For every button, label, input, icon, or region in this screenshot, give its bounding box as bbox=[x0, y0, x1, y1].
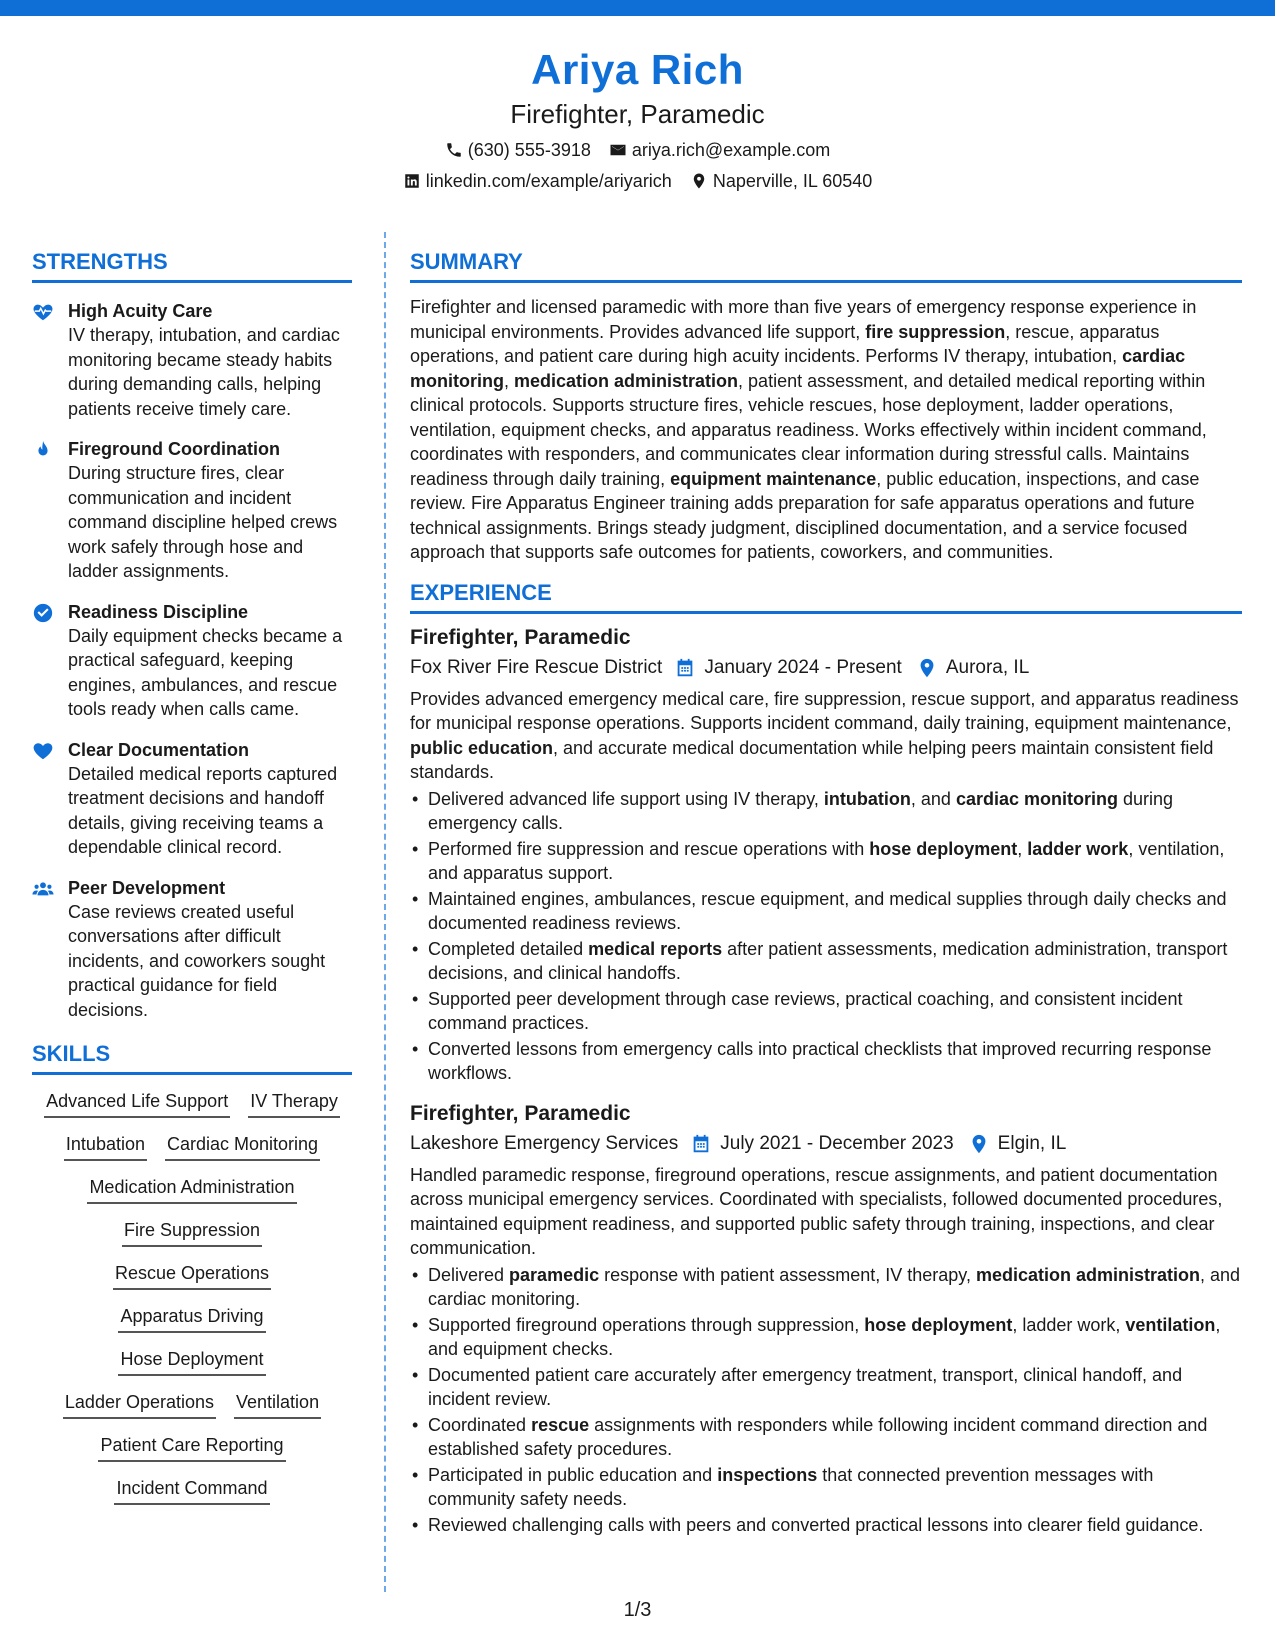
text-run: Handled paramedic response, fireground operations, rescue assignments, and patient documentation across municipal emergency services. Coordinated with specialists, followed documented procedures, maintained equipment readiness, and supported public safety through training, inspections, and clear communication. bbox=[410, 1164, 1223, 1258]
map-pin-icon bbox=[690, 172, 708, 190]
job-bullets bbox=[410, 1263, 1242, 1538]
text-run: , bbox=[1017, 838, 1028, 859]
skills-list bbox=[32, 1089, 352, 1505]
job-bullet bbox=[410, 1463, 1242, 1512]
job-bullet bbox=[410, 837, 1242, 886]
emphasis-text: paramedic bbox=[509, 1264, 600, 1285]
phone-icon bbox=[445, 141, 463, 159]
left-column bbox=[32, 248, 352, 1505]
text-run: Maintained engines, ambulances, rescue equipment, and medical supplies through daily checks and documented readiness reviews. bbox=[428, 888, 1227, 933]
text-run: , and cardiac monitoring. bbox=[428, 1264, 1241, 1309]
email-text: ariya.rich@example.com bbox=[631, 140, 831, 160]
skill-row bbox=[44, 1089, 340, 1118]
emphasis-text: public education bbox=[410, 737, 554, 758]
text-run: during emergency calls. bbox=[428, 788, 1174, 833]
text-run: , and bbox=[910, 788, 956, 809]
job-dates: July 2021 - December 2023 bbox=[720, 1132, 954, 1154]
emphasis-text: medication administration bbox=[514, 370, 739, 391]
job-company: Lakeshore Emergency Services bbox=[410, 1132, 679, 1154]
emphasis-text: intubation bbox=[823, 788, 911, 809]
job-bullet bbox=[410, 787, 1242, 836]
text-run: Converted lessons from emergency calls into practical checklists that improved recurring response workflows. bbox=[428, 1038, 1212, 1083]
heart-icon bbox=[32, 740, 54, 762]
resume-header bbox=[0, 44, 1275, 193]
skill-tag: Intubation bbox=[64, 1132, 147, 1161]
job-meta bbox=[410, 1131, 1242, 1157]
email-contact[interactable] bbox=[609, 138, 830, 162]
text-run: Performed fire suppression and rescue operations with bbox=[428, 838, 870, 859]
job-bullet bbox=[410, 937, 1242, 986]
location-text: Naperville, IL 60540 bbox=[712, 171, 873, 191]
contact-row-1 bbox=[0, 138, 1275, 162]
envelope-icon bbox=[609, 141, 627, 159]
text-run: , rescue, apparatus operations, and patient care during high acuity incidents. Performs IV therapy, intubation, bbox=[410, 321, 1160, 366]
text-run: , patient assessment, and detailed medical reporting within clinical protocols. Supports structure fires, vehicle rescues, hose deployment, ladder operations, ventilation, equipment checks, and apparatus readiness. Works effectively within incident command, coordinates with responders, and communicates clear information during stressful calls. Maintains readiness through daily training, bbox=[410, 370, 1207, 489]
text-run: Provides advanced emergency medical care, fire suppression, rescue support, and apparatus readiness for municipal response operations. Supports incident command, daily training, equipment maintenance, bbox=[410, 688, 1239, 733]
experience-heading: EXPERIENCE bbox=[410, 579, 1242, 614]
strength-desc: Case reviews created useful conversations after difficult incidents, and coworkers sought practical guidance for field decisions. bbox=[68, 901, 326, 1020]
skill-tag: Cardiac Monitoring bbox=[165, 1132, 320, 1161]
summary-text bbox=[410, 295, 1242, 565]
text-run: assignments with responders while following incident command direction and established safety procedures. bbox=[428, 1414, 1208, 1459]
emphasis-text: ladder work bbox=[1027, 838, 1129, 859]
skills-heading: SKILLS bbox=[32, 1040, 352, 1075]
job-dates: January 2024 - Present bbox=[704, 656, 902, 678]
skill-tag: IV Therapy bbox=[248, 1089, 340, 1118]
skill-tag: Hose Deployment bbox=[118, 1347, 265, 1376]
text-run: Supported peer development through case reviews, practical coaching, and consistent incident command practices. bbox=[428, 988, 1183, 1033]
text-run: , ventilation, and apparatus support. bbox=[428, 838, 1225, 883]
strength-desc: During structure fires, clear communication and incident command discipline helped crews work safely through hose and ladder assignments. bbox=[68, 463, 338, 581]
emphasis-text: medication administration bbox=[975, 1264, 1200, 1285]
linkedin-text: linkedin.com/example/ariyarich bbox=[425, 171, 672, 191]
job-title: Firefighter, Paramedic bbox=[410, 625, 631, 649]
text-run: Reviewed challenging calls with peers and converted practical lessons into clearer field guidance. bbox=[428, 1514, 1204, 1535]
job-bullet bbox=[410, 1363, 1242, 1412]
phone-contact[interactable] bbox=[445, 138, 591, 162]
skill-row bbox=[63, 1390, 321, 1419]
text-run: Delivered advanced life support using IV therapy, bbox=[428, 788, 824, 809]
emphasis-text: rescue bbox=[531, 1414, 590, 1435]
contact-row-2 bbox=[0, 169, 1275, 193]
emphasis-text: hose deployment bbox=[864, 1314, 1013, 1335]
skill-tag: Fire Suppression bbox=[122, 1218, 262, 1247]
strength-item bbox=[32, 876, 352, 1023]
skill-row bbox=[122, 1218, 262, 1247]
heart-pulse-icon bbox=[32, 301, 54, 323]
candidate-name: Ariya Rich bbox=[531, 46, 744, 93]
emphasis-text: hose deployment bbox=[869, 838, 1018, 859]
map-pin-icon bbox=[968, 1133, 990, 1155]
skill-tag: Ventilation bbox=[234, 1390, 321, 1419]
text-run: after patient assessments, medication administration, transport decisions, and clinical handoffs. bbox=[428, 938, 1228, 983]
strength-name: Fireground Coordination bbox=[68, 439, 280, 459]
skill-tag: Ladder Operations bbox=[63, 1390, 216, 1419]
emphasis-text: medical reports bbox=[588, 938, 723, 959]
skill-row bbox=[87, 1175, 296, 1204]
job-bullets bbox=[410, 787, 1242, 1086]
text-run: Supported fireground operations through suppression, bbox=[428, 1314, 865, 1335]
phone-text: (630) 555-3918 bbox=[467, 140, 591, 160]
skill-row bbox=[118, 1304, 265, 1333]
strength-desc: Detailed medical reports captured treatment decisions and handoff details, giving receiving teams a dependable clinical record. bbox=[68, 763, 338, 857]
skill-tag: Incident Command bbox=[114, 1476, 269, 1505]
skill-row bbox=[118, 1347, 265, 1376]
emphasis-text: inspections bbox=[717, 1464, 818, 1485]
job-bullet bbox=[410, 1037, 1242, 1086]
check-circle-icon bbox=[32, 602, 54, 624]
job-bullet bbox=[410, 1263, 1242, 1312]
text-run: response with patient assessment, IV therapy, bbox=[599, 1264, 976, 1285]
job-meta bbox=[410, 655, 1242, 681]
strength-item bbox=[32, 299, 352, 421]
emphasis-text: cardiac monitoring bbox=[410, 346, 1186, 391]
emphasis-text: fire suppression bbox=[865, 321, 1006, 342]
job-title: Firefighter, Paramedic bbox=[410, 1101, 631, 1125]
users-icon bbox=[32, 878, 54, 900]
job-location: Elgin, IL bbox=[997, 1132, 1067, 1154]
text-run: , ladder work, bbox=[1012, 1314, 1126, 1335]
skill-tag: Apparatus Driving bbox=[118, 1304, 265, 1333]
job-bullet bbox=[410, 887, 1242, 936]
top-accent-bar bbox=[0, 0, 1275, 16]
skill-tag: Rescue Operations bbox=[113, 1261, 271, 1290]
text-run: that connected prevention messages with community safety needs. bbox=[428, 1464, 1154, 1509]
job-company: Fox River Fire Rescue District bbox=[410, 656, 663, 678]
text-run: Completed detailed bbox=[428, 938, 589, 959]
text-run: Coordinated bbox=[428, 1414, 532, 1435]
text-run: , and equipment checks. bbox=[428, 1314, 1221, 1359]
job-description bbox=[410, 1163, 1242, 1261]
skill-tag: Patient Care Reporting bbox=[98, 1433, 285, 1462]
linkedin-icon bbox=[403, 172, 421, 190]
calendar-icon bbox=[674, 657, 696, 679]
strengths-heading: STRENGTHS bbox=[32, 248, 352, 283]
skill-tag: Medication Administration bbox=[87, 1175, 296, 1204]
text-run: Documented patient care accurately after emergency treatment, transport, clinical handoff, and incident review. bbox=[428, 1364, 1183, 1409]
job-description bbox=[410, 687, 1242, 785]
strength-desc: IV therapy, intubation, and cardiac monitoring became steady habits during demanding calls, helping patients receive timely care. bbox=[68, 325, 340, 419]
strength-name: High Acuity Care bbox=[68, 301, 213, 321]
text-run: Participated in public education and bbox=[428, 1464, 718, 1485]
candidate-title: Firefighter, Paramedic bbox=[510, 99, 765, 129]
job-bullet bbox=[410, 1413, 1242, 1462]
skill-row bbox=[113, 1261, 271, 1290]
flame-icon bbox=[32, 439, 54, 461]
skill-row bbox=[114, 1476, 269, 1505]
text-run: , public education, inspections, and case review. Fire Apparatus Engineer training adds preparation for safe apparatus operations and future technical assignments. Brings steady judgment, disciplined documentation, and a service focused approach that supports safe outcomes for patients, coworkers, and communities. bbox=[410, 468, 1200, 562]
text-run: , and accurate medical documentation while helping peers maintain consistent field standards. bbox=[410, 737, 1214, 782]
skill-row bbox=[98, 1433, 285, 1462]
job-location: Aurora, IL bbox=[945, 656, 1030, 678]
right-column bbox=[410, 248, 1242, 1537]
strength-name: Peer Development bbox=[68, 877, 226, 898]
job-bullet bbox=[410, 1513, 1242, 1538]
emphasis-text: cardiac monitoring bbox=[955, 788, 1118, 809]
strength-item bbox=[32, 437, 352, 584]
text-run: , bbox=[503, 370, 514, 391]
strength-desc: Daily equipment checks became a practical safeguard, keeping engines, ambulances, and rescue tools ready when calls came. bbox=[68, 625, 343, 719]
summary-heading: SUMMARY bbox=[410, 248, 1242, 283]
job-entry bbox=[410, 624, 1242, 1086]
strength-name: Readiness Discipline bbox=[68, 601, 249, 622]
strength-item bbox=[32, 600, 352, 722]
strength-item bbox=[32, 738, 352, 860]
text-run: Firefighter and licensed paramedic with more than five years of emergency response experience in municipal environments. Provides advanced life support, bbox=[410, 297, 1197, 342]
skill-tag: Advanced Life Support bbox=[44, 1089, 230, 1118]
job-bullet bbox=[410, 1313, 1242, 1362]
page-number: 1/3 bbox=[623, 1599, 652, 1621]
job-entry bbox=[410, 1100, 1242, 1538]
emphasis-text: equipment maintenance bbox=[670, 468, 877, 489]
linkedin-contact[interactable] bbox=[403, 169, 672, 193]
calendar-icon bbox=[690, 1133, 712, 1155]
strength-name: Clear Documentation bbox=[68, 739, 250, 760]
location-contact bbox=[690, 169, 872, 193]
skill-row bbox=[64, 1132, 320, 1161]
emphasis-text: ventilation bbox=[1125, 1314, 1216, 1335]
text-run: Delivered bbox=[428, 1264, 510, 1285]
job-bullet bbox=[410, 987, 1242, 1036]
map-pin-icon bbox=[916, 657, 938, 679]
column-divider bbox=[384, 232, 386, 1592]
